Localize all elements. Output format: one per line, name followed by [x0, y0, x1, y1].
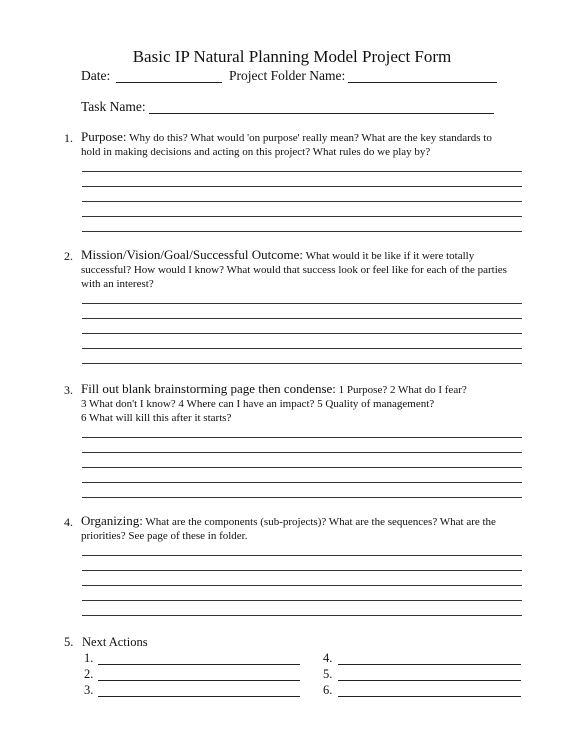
answer-line[interactable] [82, 585, 522, 586]
section-number: 1. [64, 131, 73, 145]
answer-line[interactable] [82, 201, 522, 202]
section-question: 3 What don't I know? 4 Where can I have an impact? 5 Quality of management? [81, 398, 435, 410]
next-action-field[interactable] [98, 680, 300, 681]
section-purpose [64, 130, 534, 159]
answer-line[interactable] [82, 303, 522, 304]
next-action-number: 4. [323, 651, 333, 665]
answer-line[interactable] [82, 570, 522, 571]
task-name-label: Task Name: [81, 99, 146, 114]
section-number: 2. [64, 249, 73, 263]
date-field[interactable] [116, 82, 222, 83]
next-action-number: 6. [323, 683, 333, 697]
answer-line[interactable] [82, 555, 522, 556]
answer-line[interactable] [82, 497, 522, 498]
project-folder-name-label: Project Folder Name: [229, 68, 346, 83]
section-number: 3. [64, 383, 73, 397]
next-action-field[interactable] [98, 696, 300, 697]
section-mission [64, 248, 534, 291]
form-title: Basic IP Natural Planning Model Project Form [132, 47, 452, 66]
section-heading: Purpose: [81, 129, 127, 144]
next-action-number: 2. [84, 667, 94, 681]
section-heading: Organizing: [81, 513, 143, 528]
next-action-field[interactable] [338, 664, 521, 665]
section-question: What are the components (sub-projects)? What are the sequences? What are the [145, 516, 496, 528]
answer-line[interactable] [82, 615, 522, 616]
answer-line[interactable] [82, 452, 522, 453]
section-question: What would it be like if it were totally [305, 250, 475, 262]
next-action-field[interactable] [98, 664, 300, 665]
date-label: Date: [81, 68, 111, 83]
answer-line[interactable] [82, 600, 522, 601]
answer-line[interactable] [82, 216, 522, 217]
section-question: successful? How would I know? What would that success look or feel like for each of the parties [81, 264, 507, 276]
section-question: 1 Purpose? 2 What do I fear? [338, 384, 467, 396]
answer-line[interactable] [82, 333, 522, 334]
answer-line[interactable] [82, 363, 522, 364]
section-heading: Mission/Vision/Goal/Successful Outcome: [81, 247, 304, 262]
section-question: with an interest? [81, 278, 154, 290]
next-action-number: 1. [84, 651, 94, 665]
answer-line[interactable] [82, 171, 522, 172]
section-question: hold in making decisions and acting on this project? What rules do we play by? [81, 146, 431, 158]
next-action-number: 5. [323, 667, 333, 681]
answer-line[interactable] [82, 348, 522, 349]
project-folder-name-field[interactable] [348, 82, 497, 83]
section-number: 4. [64, 515, 73, 529]
next-action-field[interactable] [338, 696, 521, 697]
answer-line[interactable] [82, 467, 522, 468]
answer-line[interactable] [82, 318, 522, 319]
section-number: 5. [64, 635, 74, 649]
section-question: 6 What will kill this after it starts? [81, 412, 232, 424]
answer-line[interactable] [82, 186, 522, 187]
section-heading: Fill out blank brainstorming page then condense: [81, 381, 336, 396]
task-name-field[interactable] [149, 113, 494, 114]
section-question: Why do this? What would 'on purpose' really mean? What are the key standards to [129, 132, 492, 144]
section-organizing [64, 514, 534, 543]
next-action-number: 3. [84, 683, 94, 697]
section-question: priorities? See page of these in folder. [81, 530, 248, 542]
answer-line[interactable] [82, 482, 522, 483]
next-action-field[interactable] [338, 680, 521, 681]
next-actions-heading: Next Actions [82, 635, 148, 649]
answer-line[interactable] [82, 437, 522, 438]
section-brainstorming [64, 382, 534, 425]
answer-line[interactable] [82, 231, 522, 232]
